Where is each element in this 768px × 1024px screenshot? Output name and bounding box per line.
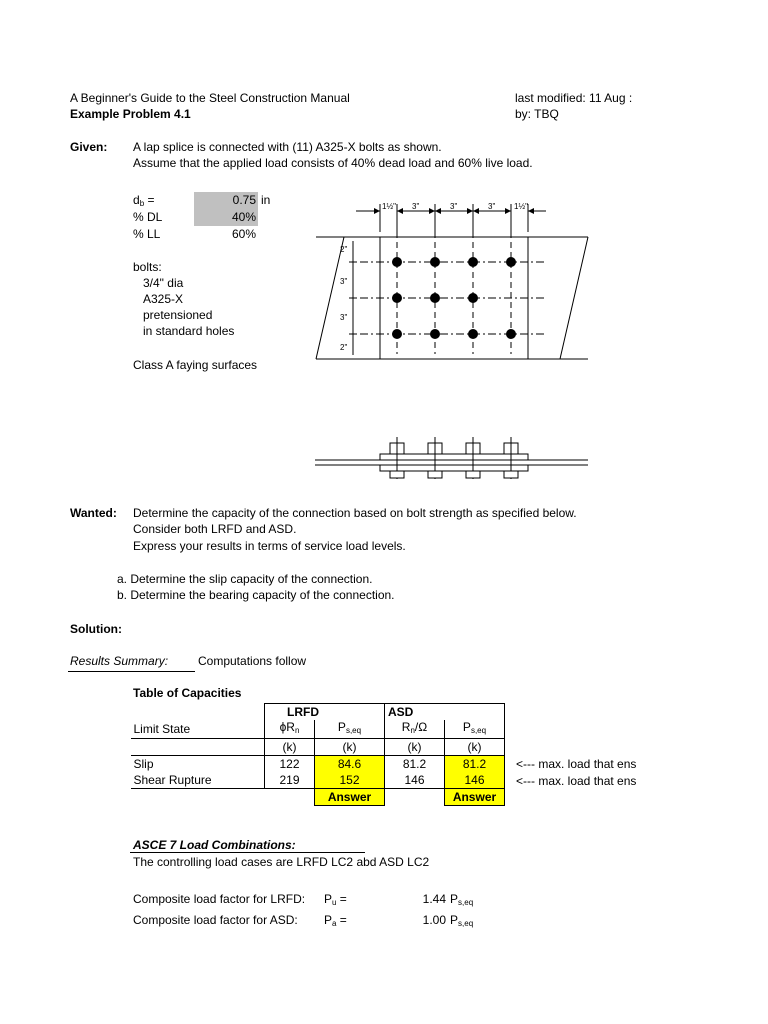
- asd-header: ASD: [385, 704, 505, 721]
- solution-label: Solution:: [70, 622, 122, 636]
- given-line-2: Assume that the applied load consists of 40% dead load and 60% live load.: [133, 156, 533, 170]
- lrfd-factor-ps: $P_{s,eq}$: [450, 892, 474, 907]
- row-slip-lrfd-ps: 84.6: [315, 756, 385, 773]
- asd-factor-ps: $P_{s,eq}$: [450, 913, 474, 928]
- lrfd-factor-symbol: $P_u$ =: [324, 892, 347, 907]
- dim-edge-right: 1½": [514, 202, 528, 211]
- dl-value-cell[interactable]: 40%: [194, 209, 258, 226]
- book-title: A Beginner's Guide to the Steel Construction Manual: [70, 91, 350, 105]
- dim-v-spacing-1: 3": [340, 277, 348, 286]
- slip-note: <--- max. load that ens: [516, 757, 637, 771]
- asd-ps-header: $P_{s,eq}$: [445, 720, 505, 739]
- computations-note: Computations follow: [198, 654, 307, 668]
- dim-spacing-3: 3": [488, 202, 496, 211]
- db-unit: in: [261, 193, 271, 207]
- limit-state-header: Limit State: [133, 721, 191, 736]
- bolt-dia: 3/4" dia: [143, 276, 184, 290]
- phi-rn-header: $\phi R_n$: [265, 720, 315, 739]
- asce-title: ASCE 7 Load Combinations:: [133, 838, 296, 852]
- lrfd-factor-value: 1.44: [422, 892, 446, 906]
- rn-omega-header: $R_n/\Omega$: [385, 720, 445, 739]
- dim-v-edge-top: 2": [340, 245, 348, 254]
- unit-cell: (k): [265, 739, 315, 756]
- unit-cell: (k): [445, 739, 505, 756]
- asd-factor-value: 1.00: [422, 913, 446, 927]
- row-slip-asd-ps: 81.2: [445, 756, 505, 773]
- row-shear-lrfd-rn: 219: [265, 772, 315, 789]
- lrfd-factor-label: Composite load factor for LRFD:: [133, 892, 306, 906]
- row-shear-asd-ps: 146: [445, 772, 505, 789]
- table-row: [131, 772, 505, 789]
- wanted-line-3: Express your results in terms of service load levels.: [133, 539, 406, 553]
- bolt-holes: in standard holes: [143, 324, 235, 338]
- given-line-1: A lap splice is connected with (11) A325-X bolts as shown.: [133, 140, 442, 154]
- table-row: [131, 756, 505, 773]
- results-summary-underline: [68, 671, 195, 672]
- db-value-cell[interactable]: 0.75: [194, 192, 258, 209]
- row-shear-state: Shear Rupture: [131, 772, 265, 789]
- bolts-title: bolts:: [133, 260, 162, 274]
- asce-controlling: The controlling load cases are LRFD LC2 abd ASD LC2: [133, 855, 430, 869]
- problem-title: Example Problem 4.1: [70, 107, 191, 121]
- lrfd-header: LRFD: [265, 704, 385, 721]
- lrfd-answer-badge: Answer: [315, 789, 385, 806]
- table-title: Table of Capacities: [133, 686, 242, 700]
- dim-spacing-2: 3": [450, 202, 458, 211]
- asd-answer-badge: Answer: [445, 789, 505, 806]
- row-slip-asd-rn: 81.2: [385, 756, 445, 773]
- unit-cell: (k): [315, 739, 385, 756]
- capacity-table: [130, 703, 505, 806]
- shear-note: <--- max. load that ens: [516, 774, 637, 788]
- ll-label: % LL: [133, 227, 161, 241]
- lrfd-ps-header: $P_{s,eq}$: [315, 720, 385, 739]
- asd-factor-symbol: $P_a$ =: [324, 913, 347, 928]
- row-slip-lrfd-rn: 122: [265, 756, 315, 773]
- bolt-plan-diagram: [296, 190, 596, 372]
- ll-value: 60%: [231, 227, 256, 241]
- wanted-item-b: b. Determine the bearing capacity of the connection.: [117, 588, 395, 602]
- dl-label: % DL: [133, 210, 163, 224]
- bolt-grade: A325-X: [143, 292, 184, 306]
- row-shear-asd-rn: 146: [385, 772, 445, 789]
- unit-cell: (k): [385, 739, 445, 756]
- dim-edge-left: 1½": [382, 202, 396, 211]
- bolt-section-diagram: [310, 437, 595, 482]
- given-label: Given:: [70, 140, 108, 154]
- dim-v-spacing-2: 3": [340, 313, 348, 322]
- row-slip-state: Slip: [133, 756, 154, 771]
- dim-spacing-1: 3": [412, 202, 420, 211]
- bolt-pretension: pretensioned: [143, 308, 213, 322]
- asce-underline: [130, 852, 365, 853]
- asd-factor-label: Composite load factor for ASD:: [133, 913, 298, 927]
- faying-surfaces: Class A faying surfaces: [133, 358, 258, 372]
- dim-v-edge-bottom: 2": [340, 343, 348, 352]
- last-modified: last modified: 11 Aug :: [515, 91, 633, 105]
- wanted-item-a: a. Determine the slip capacity of the connection.: [117, 572, 373, 586]
- results-summary-label: Results Summary:: [70, 654, 169, 668]
- wanted-label: Wanted:: [70, 506, 117, 520]
- author: by: TBQ: [515, 107, 559, 121]
- row-shear-lrfd-ps: 152: [315, 772, 385, 789]
- db-label: $d_b$ =: [133, 193, 155, 208]
- wanted-line-2: Consider both LRFD and ASD.: [133, 522, 297, 536]
- wanted-line-1: Determine the capacity of the connection based on bolt strength as specified below.: [133, 506, 577, 520]
